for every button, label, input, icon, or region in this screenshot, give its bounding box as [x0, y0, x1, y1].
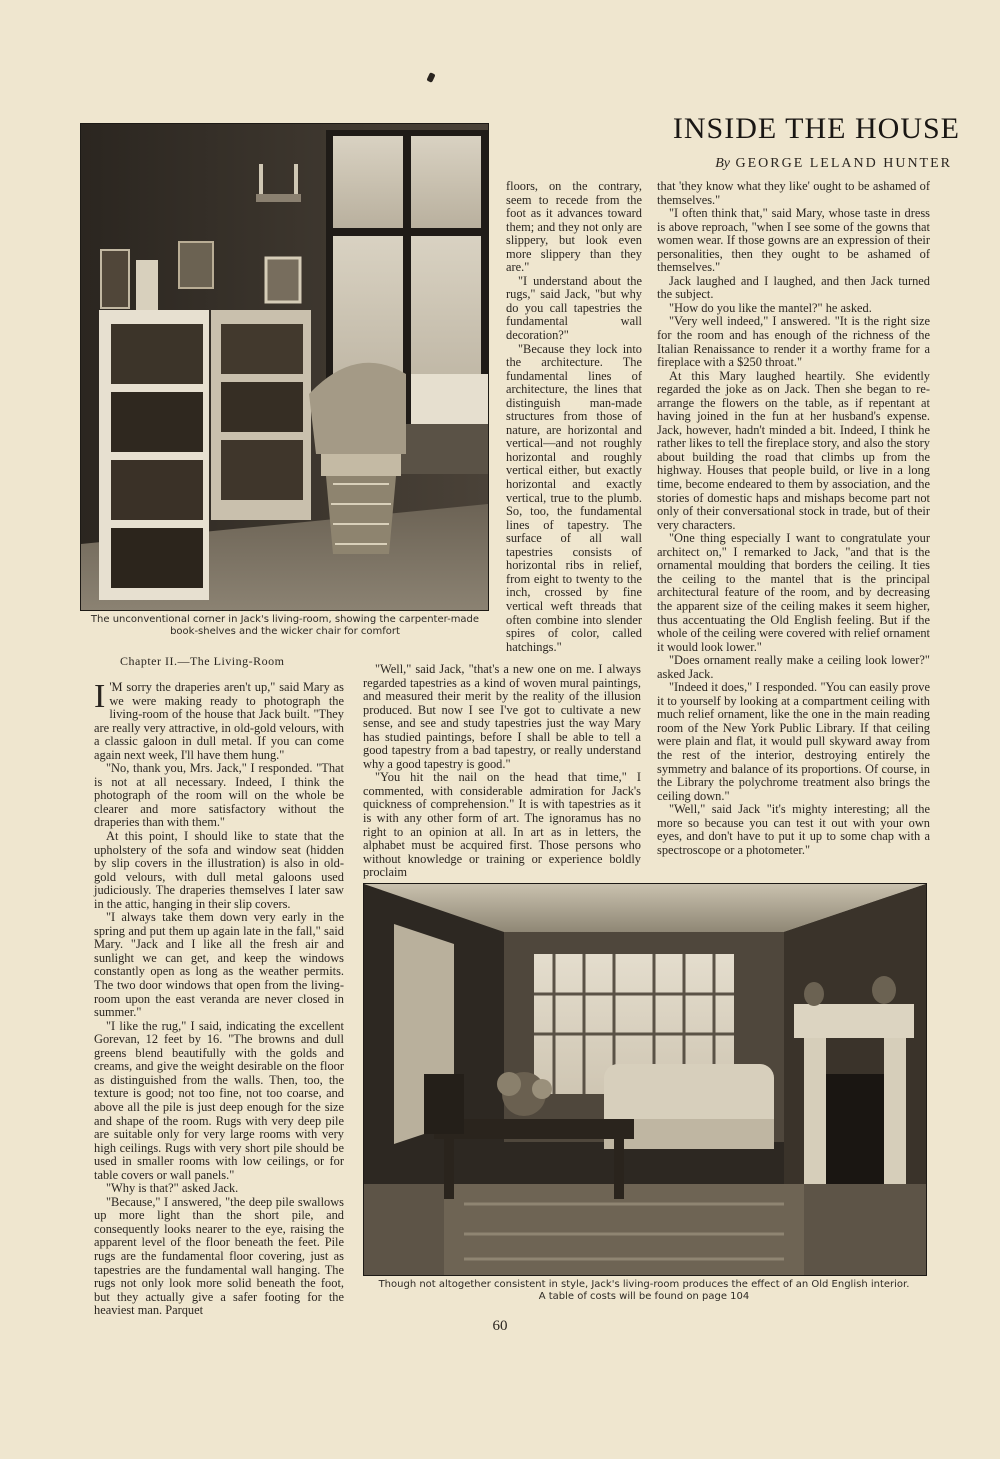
paragraph: At this Mary laughed heartily. She evidently regarded the joke as on Jack. Then she began to re-arrange the flowers on the table, as if repentant at having joined in the fun at her husband's expense. Jack, however, hadn't minded a bit. Indeed, I think he rather likes to tell the fireplace story, and also the story about building the road that climbs up from the highway. Houses that people build, or live in a long time, become endeared to them by association, and the stories of domestic haps and mishaps become part not only of their conversational stock in trade, but of their very characters. — [657, 368, 930, 532]
photo-corner-bookshelves — [80, 123, 489, 611]
photo-living-room-illustration — [364, 884, 926, 1275]
paragraph: "No, thank you, Mrs. Jack," I responded. "That is not at all necessary. Indeed, I think the photograph of the room will on the whole be clearer and more satisfactory without the draperies than with them." — [94, 761, 344, 830]
caption-line-2: book-shelves and the wicker chair for comfort — [170, 626, 400, 637]
paragraph: "Because they lock into the architecture. The fundamental lines of architecture, the lines that distinguish man-made structures from those of nature, are horizontal and vertical—and not roughly horizontal and roughly vertical either, but exactly horizontal and exactly vertical, true to the plumb. So, too, the fundamental lines of tapestry. The surface of all wall tapestries consists of horizontal ribs in relief, from eight to twenty to the inch, crossed by fine vertical weft threads that often combine into slender spires of color, called hatchings." — [506, 341, 642, 654]
paragraph: "You hit the nail on the head that time," I commented, with considerable admiration for Jack's quickness of comprehension." It is with tapestries as it is with any other form of art. The ignoramus has no right to an opinion at all. In art as in letters, the alphabet must be acquired first. Those persons who without knowledge or training or experience boldly proclaim — [363, 770, 641, 880]
byline-author: GEORGE LELAND HUNTER — [735, 156, 952, 171]
paragraph-text: 'M sorry the draperies aren't up," said Mary as we were making ready to photograph the living-room of the house that Jack built. "They are really very attractive, in old-gold velours, with a classic galoon in dull metal. If you can come again next week, I'll have them hung." — [94, 680, 344, 762]
column-1 — [94, 678, 344, 1318]
article-title: INSIDE THE HOUSE — [672, 112, 960, 145]
paragraph: "Because," I answered, "the deep pile swallows up more light than the short pile, and consequently looks nearer to the eye, raising the apparent level of the floor beneath the feet. Pile rugs are the fundamental floor covering, just as tapestries are the fundamental wall hanging. The rugs not only look more solid beneath the foot, but they actually give a safer footing for the heaviest man. Parquet — [94, 1194, 344, 1318]
paragraph: "I often think that," said Mary, whose taste in dress is above reproach, "when I see some of the gowns that women wear. If those gowns are an expression of their personalities, then they ought to be ashamed of themselves." — [657, 206, 930, 275]
paragraph: "Very well indeed," I answered. "It is the right size for the room and has enough of the richness of the Italian Renaissance to render it a worthy frame for a fireplace with a $250 throat." — [657, 314, 930, 370]
paragraph: "I understand about the rugs," said Jack, "but why do you call tapestries the fundamental wall decoration?" — [506, 273, 642, 343]
byline — [640, 156, 952, 172]
ink-speck — [426, 72, 435, 83]
paragraph: "Well," said Jack, "that's a new one on me. I always regarded tapestries as a kind of woven mural paintings, and measured their merit by the reality of the illusion produced. But now I see I've got to cultivate a new sense, and see and study tapestries just the way Mary has studied paintings, before I shall be able to tell a good tapestry from a bad tapestry, or really understand why a good tapestry is good." — [363, 662, 641, 771]
paragraph — [94, 678, 344, 762]
photo-corner-illustration — [81, 124, 488, 610]
paragraph: "One thing especially I want to congratulate your architect on," I remarked to Jack, "and that is the ornamental moulding that borders the ceiling. It ties the ceiling to the mantel that is the principal architectural feature of the room, and by decreasing the apparent size of the ceiling makes it seem higher, thus accentuating the Old English feeling. But if the whole of the ceiling were covered with relief ornament it would look lower." — [657, 531, 930, 654]
paragraph: Jack laughed and I laughed, and then Jack turned the subject. — [657, 273, 930, 302]
column-2-narrow — [506, 180, 642, 662]
column-2-wide — [363, 663, 641, 878]
paragraph: "Does ornament really make a ceiling look lower?" asked Jack. — [657, 653, 930, 681]
byline-prefix: By — [715, 156, 730, 171]
drop-cap: I — [94, 678, 106, 715]
caption-line-1: Though not altogether consistent in style, Jack's living-room produces the effect of an Old English interior. — [378, 1279, 910, 1290]
paragraph: "Well," said Jack "it's mighty interesting; all the more so because you can test it out with your own eyes, and don't have to put it up to some chap with a spectroscope or a photometer." — [657, 802, 930, 857]
paragraph: At this point, I should like to state that the upholstery of the sofa and window seat (hidden by slip covers in the illustration) is also in old-gold velours, with dull metal galoons used judiciously. The draperies themselves I later saw in the attic, hanging in their slip covers. — [94, 829, 344, 911]
paragraph: floors, on the contrary, seem to recede from the foot as it advances toward them; and they not only are slippery, but look even more slippery than they are." — [506, 179, 642, 275]
paragraph: "Indeed it does," I responded. "You can easily prove it to yourself by looking at a compartment ceiling with much relief ornament, like the one in the main reading room of the New York Public Library. If that ceiling were plain and flat, it would pull skyward away from the rest of the interior, destroying entirely the symmetry and balance of its proportions. Of course, in the Library the polychrome treatment also brings the ceiling down." — [657, 680, 930, 803]
column-3 — [657, 180, 930, 876]
paragraph: "Why is that?" asked Jack. — [106, 1181, 239, 1196]
chapter-heading: Chapter II.—The Living-Room — [120, 654, 285, 668]
paragraph: that 'they know what they like' ought to be ashamed of themselves." — [657, 179, 930, 207]
photo-corner-caption — [60, 614, 510, 638]
caption-line-1: The unconventional corner in Jack's living-room, showing the carpenter-made — [90, 614, 480, 625]
photo-living-room — [363, 883, 927, 1276]
photo-living-room-caption — [345, 1279, 943, 1303]
paragraph: "How do you like the mantel?" he asked. — [669, 300, 872, 315]
paragraph: "I like the rug," I said, indicating the excellent Gorevan, 12 feet by 16. "The browns and dull greens blend beautifully with the golds and creams, and give the weight desirable on the floor as distinguished from the walls. Then, too, the texture is good; not too fine, not too coarse, and above all the pile is just deep enough for the size and shape of the room. Rugs with very deep pile are suitable only for very large rooms with very high ceilings. Rugs with very short pile should be used in smaller rooms with low ceilings, or for table covers or wall panels." — [94, 1018, 344, 1182]
page-number: 60 — [492, 1318, 508, 1334]
caption-line-2: A table of costs will be found on page 104 — [538, 1291, 750, 1302]
paragraph: "I always take them down very early in the spring and put them up again late in the fall," said Mary. "Jack and I like all the fresh air and sunlight we can get, and keep the windows constantly open as long as the weather permits. The two door windows that open from the living-room upon the east veranda are never closed in summer." — [94, 910, 344, 1020]
